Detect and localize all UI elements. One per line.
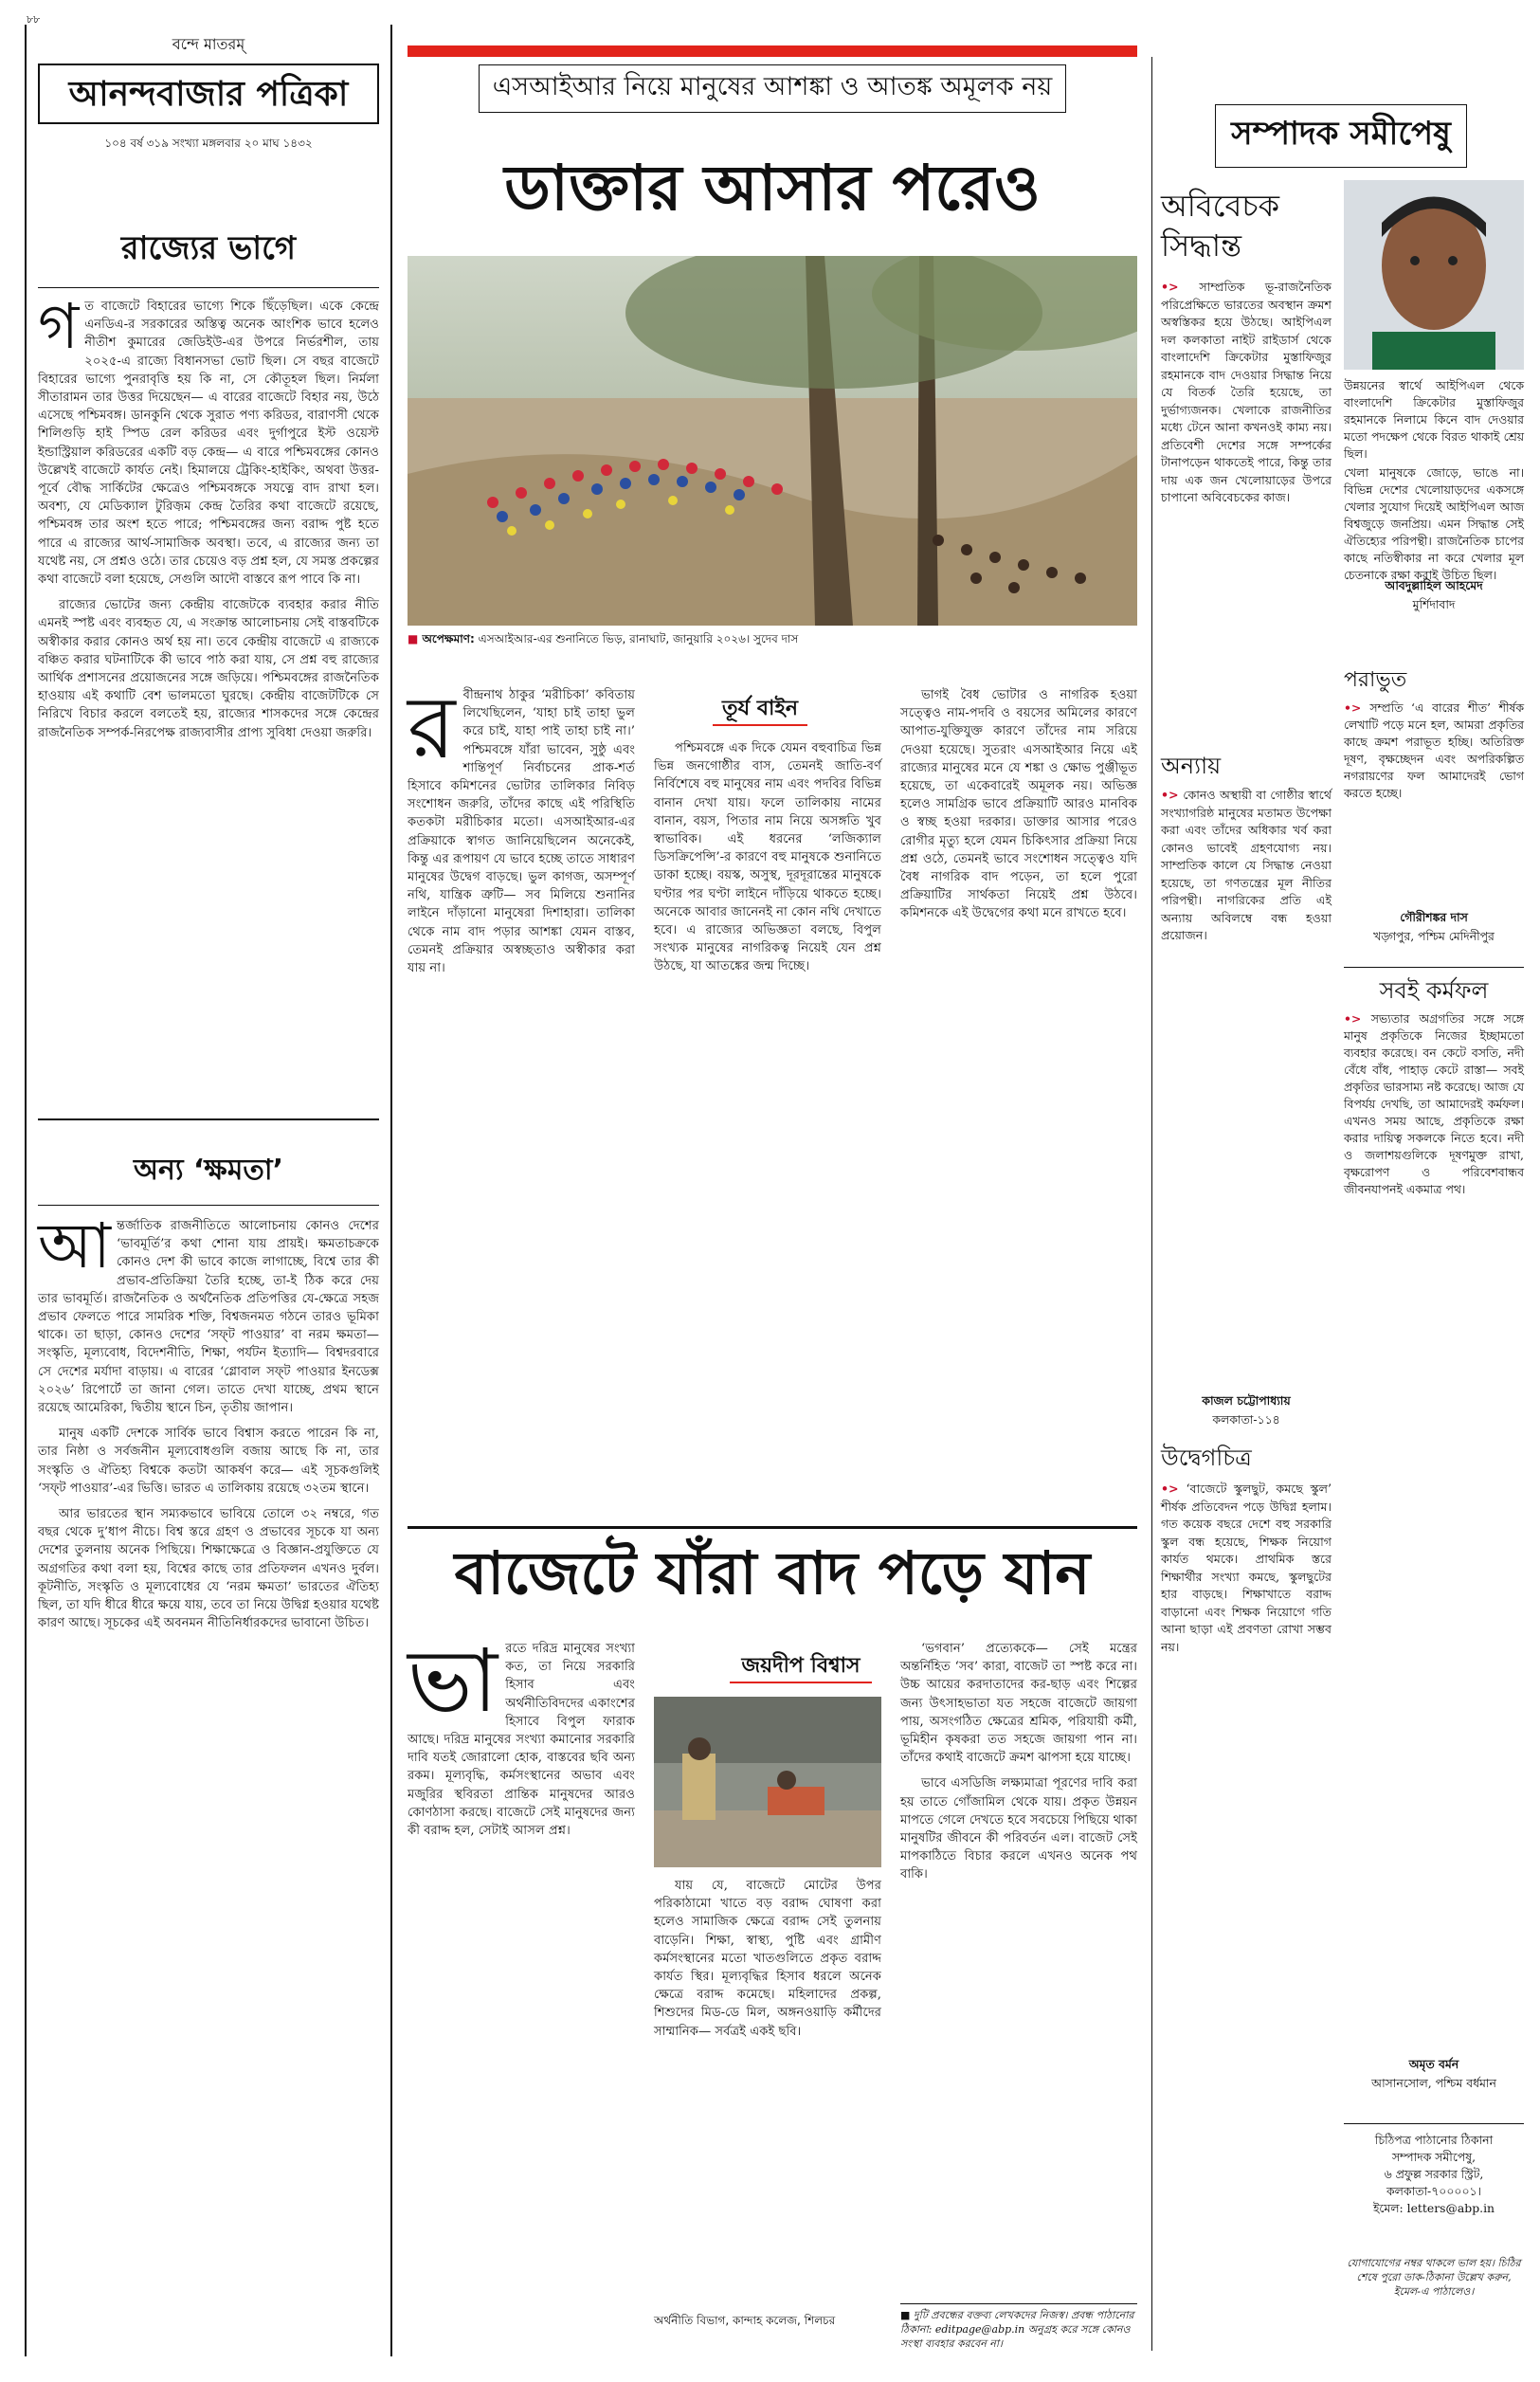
left-column-border [25, 25, 27, 2356]
letter-body: •> সম্প্রতি ‘এ বারের শীত’ শীর্ষক লেখাটি পড়ে মনে হল, আমরা প্রকৃতির কাছে ক্রমশ পরাভূত হচ্ছি। অতিরিক্ত দূষণ, বৃক্ষচ্ছেদন এবং অপরিকল্পিত নগরায়ণের ফল আমাদেরই ভোগ করতে হচ্ছে। [1344, 700, 1524, 800]
lead-column [408, 677, 635, 977]
lead-photo-caption: ■ অপেক্ষমাণ: এসআইআর-এর শুনানিতে ভিড়, রানাঘাট, জানুয়ারি ২০২৬। সুদেব দাস [408, 632, 799, 646]
lead-column [900, 686, 1137, 923]
editorial-divider [38, 1118, 379, 1120]
article2-paragraph: ভারতে দরিদ্র মানুষের সংখ্যা কত, তা নিয়ে সরকারি হিসাব এবং অর্থনীতিবিদদের একাংশের হিসাবে বিপুল ফারাক আছে। দরিদ্র মানুষের সংখ্যা কমানোর সরকারি দাবি যতই জোরালো হোক, বাস্তবের ছবি অন্য রকম। মূল্যবৃদ্ধি, কর্মসংস্থানের অভাব এবং মজুরির স্থবিরতা প্রান্তিক মানুষদের আরও কোণঠাসা করছে। বাজেটে সেই মানুষদের জন্য কী বরাদ্দ হল, সেটাই আসল প্রশ্ন। [408, 1630, 635, 1839]
editorial-paragraph: গত বাজেটে বিহারের ভাগ্যে শিকে ছিঁড়েছিল। একে কেন্দ্রে এনডিএ-র সরকারের অস্তিত্ব অনেক আংশিক ভাবে হলেও নীতীশ কুমারের জেডিইউ-এর উপরে নির্ভরশীল, তায় ২০২৫-এ রাজ্যে বিধানসভা ভোট ছিল। সে বছর বাজেটে বিহারের ভাগ্যে পুনরাবৃত্তি হয় কি না, সে কৌতূহল ছিল। নির্মলা সীতারামন তার উত্তর দিয়েছেন— এ বারের বাজেটে বিহার নয়, উঠে এসেছে পশ্চিমবঙ্গ। ডানকুনি থেকে সুরাত পণ্য করিডর, বারাণসী থেকে শিলিগুড়ি হাই স্পিড রেল করিডর এবং দুর্গাপুরে ইস্ট ওয়েস্ট ইন্ডাস্ট্রিয়াল করিডরের একটি বড় কেন্দ্র— এ বারে পশ্চিমবঙ্গের কোনও উল্লেখই বাজেটে কার্যত নেই। হিমালয়ে ট্রেকিং-হাইকিং, অথবা উত্তর-পূর্বে বৌদ্ধ সার্কিটের ক্ষেত্রেও পশ্চিমবঙ্গকে সযত্নে বাদ রাখা হল। অবশ্য, যে মেডিক্যাল টুরিজ়ম কেন্দ্র তৈরির কথা বাজেটে রয়েছে, পশ্চিমবঙ্গ তার অংশ হতে পারে; পশ্চিমবঙ্গের জন্য বরাদ্দ পুষ্ট হতে পারে এ রাজ্যের আর্থ-সামাজিক অবস্থা। তবে, এ রাজ্যের জন্য তা যথেষ্ট নয়, সে প্রশ্নও ওঠে। তার চেয়েও বড় প্রশ্ন হল, যে সমস্ত প্রকল্পের কথা বাজেটে বলা হয়েছে, সেগুলি আদৌ বাস্তবে রূপ পাবে কি না। [38, 290, 379, 588]
lead-dropcap: র [408, 677, 456, 778]
letter-photo [1344, 180, 1524, 370]
letter-photo-caption: উন্নয়নের স্বার্থে আইপিএল থেকে বাংলাদেশি ক্রিকেটার মুস্তাফিজুর রহমানকে নিলামে কিনে বাদ দেওয়ার মতো পদক্ষেপ থেকে বিরত থাকাই শ্রেয় ছিল। [1344, 378, 1524, 461]
letter-title: অবিবেচক সিদ্ধান্ত [1161, 188, 1280, 264]
masthead-issue-line: ১০৪ বর্ষ ৩১৯ সংখ্যা মঙ্গলবার ২০ মাঘ ১৪৩২ [104, 136, 313, 150]
letters-section-title: সম্পাদক সমীপেষু [1161, 104, 1521, 168]
article-divider [408, 1526, 1137, 1529]
article2-dropcap: ভা [408, 1630, 498, 1732]
letter-body: •> সাম্প্রতিক ভূ-রাজনৈতিক পরিপ্রেক্ষিতে ভারতের অবস্থান ক্রমশ অস্বস্তিকর হয়ে উঠছে। আইপিএল দল কলকাতা নাইট রাইডার্স থেকে বাংলাদেশি ক্রিকেটার মুস্তাফিজুর রহমানকে বাদ দেওয়ার সিদ্ধান্ত নিয়ে যে বিতর্ক তৈরি হয়েছে, তা দুর্ভাগ্যজনক। খেলাকে রাজনীতির মধ্যে টেনে আনা কখনওই কাম্য নয়। প্রতিবেশী দেশের সঙ্গে সম্পর্কের টানাপড়েন থাকতেই পারে, কিন্তু তার দায় এক জন খেলোয়াড়ের উপরে চাপানো অবিবেচকের কাজ। [1161, 280, 1332, 504]
article2-paragraph: যায় যে, বাজেটে মোটের উপর পরিকাঠামো খাতে বড় বরাদ্দ ঘোষণা করা হলেও সামাজিক ক্ষেত্রে বরাদ্দ সেই তুলনায় বাড়েনি। শিক্ষা, স্বাস্থ্য, পুষ্টি এবং গ্রামীণ কর্মসংস্থানের মতো খাতগুলিতে প্রকৃত বরাদ্দ কার্যত স্থির। মূল্যবৃদ্ধির হিসাব ধরলে অনেক ক্ষেত্রে বরাদ্দ কমেছে। মহিলাদের প্রকল্প, শিশুদের মিড-ডে মিল, অঙ্গনওয়াড়ি কর্মীদের সাম্মানিক— সর্বত্রই একই ছবি। [654, 1879, 881, 2039]
letter-signer: আবদুল্লাহিল আহমেদ মুর্শিদাবাদ [1385, 578, 1483, 611]
editorial-paragraph: আন্তর্জাতিক রাজনীতিতে আলোচনায় কোনও দেশের ‘ভাবমূর্তি’র কথা শোনা যায় প্রায়ই। ক্ষমতাচক্রকে কোনও দেশ কী ভাবে কাজে লাগাচ্ছে, বিশ্বে তার কী প্রভাব-প্রতিক্রিয়া তৈরি হচ্ছে, তা-ই ঠিক করে দেয় তার ভাবমূর্তি। রাজনৈতিক ও অর্থনৈতিক প্রতিপত্তির যে-ক্ষেত্রে সহজ প্রভাব ফেলতে পারে সামরিক শক্তি, বিশ্বজনমত গঠনে তারও ভূমিকা থাকে। তা ছাড়া, কোনও দেশের ‘সফ্‌ট পাওয়ার’ বা নরম ক্ষমতা— সংস্কৃতি, মূল্যবোধ, বিদেশনীতি, শিক্ষা, পর্যটন ইত্যাদি— বিশ্বদরবারে সে দেশের মর্যাদা বাড়ায়। এ বারের ‘গ্লোবাল সফ্‌ট পাওয়ার ইনডেক্স ২০২৬’ রিপোর্টে তা জানা গেল। তাতে দেখা যাচ্ছে, প্রথম স্থানে রয়েছে আমেরিকা, দ্বিতীয় স্থানে চিন, তৃতীয় জাপান। [38, 1209, 379, 1416]
children-photo-icon [654, 1697, 881, 1867]
article2-column [408, 1630, 635, 1840]
article2-photo [654, 1697, 881, 1867]
article2-column [900, 1640, 1137, 1884]
lead-kicker: এসআইআর নিয়ে মানুষের আশঙ্কা ও আতঙ্ক অমূলক নয় [408, 64, 1137, 113]
letter-body: খেলা মানুষকে জোড়ে, ভাঙে না। বিভিন্ন দেশের খেলোয়াড়দের একসঙ্গে খেলার সুযোগ দিয়েই আইপিএল আজ বিশ্বজুড়ে জনপ্রিয়। এমন সিদ্ধান্ত সেই ঐতিহ্যের পরিপন্থী। রাজনৈতিক চাপের কাছে নতিস্বীকার না করে খেলার মূল চেতনাকে রক্ষা করাই উচিত ছিল। [1344, 465, 1524, 582]
masthead-motto: বন্দে মাতরম্‌ [172, 35, 245, 53]
letter-title: সবই কর্মফল [1344, 967, 1524, 1011]
letter-signer: কাজল চট্টোপাধ্যায় কলকাতা-১১৪ [1202, 1393, 1291, 1427]
lead-author: তূর্য বাইন [646, 692, 874, 727]
editorial-dropcap: আ [38, 1209, 111, 1282]
crowd-photo-icon [408, 256, 1137, 626]
cricketer-photo-icon [1344, 180, 1524, 370]
editorial-title: রাজ্যের ভাগে [38, 224, 379, 288]
letter-title: পরাভুত [1344, 668, 1407, 692]
editorial-paragraph: আর ভারতের স্থান সম্যকভাবে ভাবিয়ে তোলে ৩২ নম্বরে, গত বছর থেকে দু’ধাপ নীচে। বিশ্ব স্তরে গ্রহণ ও প্রভাবের সূচকে যা অন্য দেশের তুলনায় অনেক পিছিয়ে। শিক্ষাক্ষেত্রে ও বিজ্ঞান-প্রযুক্তিতে যে অগ্রগতির কথা বলা হয়, বিশ্বের কাছে তার প্রতিফলন এখনও দুর্বল। কূটনীতি, সংস্কৃতি ও মূল্যবোধের যে ‘নরম ক্ষমতা’ ভারতের ঐতিহ্য ছিল, তা যদি ধীরে ধীরে ক্ষয়ে যায়, তবে তা নিয়ে উদ্বিগ্ন হওয়ার যথেষ্ট কারণ আছে। সূচকের এই অবনমন নীতিনির্ধারকদের ভাবানো উচিত। [38, 1507, 379, 1631]
article2-disclaimer: ■ দুটি প্রবন্ধের বক্তব্য লেখকদের নিজস্ব। প্রবন্ধ পাঠানোর ঠিকানা: editpage@abp.in অনুগ্রহ করে সঙ্গে কোনও সংস্থা ব্যবহার করবেন না। [900, 2303, 1137, 2351]
letter-title: অন্যায় [1161, 753, 1222, 779]
editorial-paragraph: রাজ্যের ভোটের জন্য কেন্দ্রীয় বাজেটকে ব্যবহার করার নীতি এমনই স্পষ্ট এবং ব্যবহৃত যে, এ সংক্রান্ত আলোচনায় সেই বাস্তবটিকে অস্বীকার করার কোনও অর্থ হয় না। তবে কেন্দ্রীয় বাজেটে এ রাজ্যকে বঞ্চিত করার ঘটনাটিকে কী ভাবে পাঠ করা যায়, সে প্রশ্ন বহু রাজ্যের আর্থিক প্রশাসনের প্রয়োজনের সঙ্গে জড়িয়ে। পশ্চিমবঙ্গের রাজনৈতিক হাওয়ায় এই কথাটি বেশ ভালমতো ঘুরছে। কেন্দ্রীয় বাজেটটিকে সে নিরিখে বিচার করলে বলতেই হয়, রাজ্যের শাসকদের সঙ্গে কেন্দ্রের রাজনৈতিক সম্পর্ক-নিরপেক্ষ রাজ্যবাসীর প্রাপ্য সুবিধা দেওয়া জরুরি। [38, 598, 379, 740]
editorial-onno-khomota [38, 1147, 379, 1632]
lead-paragraph: রবীন্দ্রনাথ ঠাকুর ‘মরীচিকা’ কবিতায় লিখেছিলেন, ‘যাহা চাই তাহা ভুল করে চাই, যাহা পাই তাহা চাই না।’ পশ্চিমবঙ্গে যাঁরা ভাবেন, সুষ্ঠু এবং শান্তিপূর্ণ নির্বাচনের প্রাক-শর্ত হিসাবে কমিশনের ভোটার তালিকার নিবিড় সংশোধন জরুরি, তাঁদের কাছে এই পরিস্থিতি কতকটা মরীচিকার মতো। এসআইআর-এর প্রক্রিয়াকে স্বাগত জানিয়েছিলেন অনেকেই, কিন্তু এর রূপায়ণ যে ভাবে হচ্ছে তাতে সাধারণ মানুষের উদ্বেগ বাড়ছে। ভুল কাগজ, অসম্পূর্ণ নথি, যান্ত্রিক ত্রুটি— সব মিলিয়ে শুনানির লাইনে দাঁড়ানো মানুষেরা দিশাহারা। তালিকা থেকে নাম বাদ পড়ার আশঙ্কা যেমন বাস্তব, তেমনই প্রক্রিয়ার অস্বচ্ছতাও অস্বীকার করা যায় না। [408, 677, 635, 976]
page-number: ৮৮ [27, 13, 41, 26]
masthead-name[interactable]: আনন্দবাজার পত্রিকা [38, 64, 379, 124]
left-column-border-right [390, 25, 392, 2356]
right-column-border [1151, 57, 1152, 2351]
lead-photo [408, 256, 1137, 626]
lead-column [654, 739, 881, 976]
article2-affiliation: অর্থনীতি বিভাগ, কান্দাহ কলেজ, শিলচর [654, 2314, 836, 2327]
masthead [38, 32, 379, 155]
editorial-rajyer-bhage [38, 224, 379, 742]
accent-bar [408, 45, 1137, 57]
letters-note: যোগাযোগের নম্বর থাকলে ভাল হয়। চিঠির শেষে পুরো ডাক-ঠিকানা উল্লেখ করুন, ইমেল-এ পাঠালেও। [1347, 2257, 1521, 2298]
letter-signer: অমৃত বর্মন আসানসোল, পশ্চিম বর্ধমান [1371, 2057, 1496, 2090]
editorial-title: অন্য ‘ক্ষমতা’ [38, 1147, 379, 1206]
article2-column [654, 1877, 881, 2041]
lead-paragraph: ভাগই বৈধ ভোটার ও নাগরিক হওয়া সত্ত্বেও নাম-পদবি ও বয়সের অমিলের কারণে আপাত-যুক্তিযুক্ত কারণে তাঁদের নাম সরিয়ে দেওয়া হয়েছে। সুতরাং এসআইআর নিয়ে এই রাজ্যের মানুষের মনে যে শঙ্কা ও ক্ষোভ পুঞ্জীভূত হয়েছে, তা একেবারেই অমূলক নয়। অভিজ্ঞ হলেও সামগ্রিক ভাবে প্রক্রিয়াটি আরও মানবিক ও স্বচ্ছ হওয়া দরকার। ডাক্তার আসার পরেও রোগীর মৃত্যু হলে যেমন চিকিৎসার প্রক্রিয়া নিয়ে প্রশ্ন ওঠে, তেমনই ভাবে সংশোধন সত্ত্বেও যদি বৈধ নাগরিক বাদ পড়েন, তা হলে পুরো প্রক্রিয়াটির সার্থকতা নিয়েই প্রশ্ন উঠবে। কমিশনকে এই উদ্বেগের কথা মনে রাখতে হবে। [900, 688, 1137, 921]
letter-body: •> সভ্যতার অগ্রগতির সঙ্গে সঙ্গে মানুষ প্রকৃতিকে নিজের ইচ্ছামতো ব্যবহার করেছে। বন কেটে বসতি, নদী বেঁধে বাঁধ, পাহাড় কেটে রাস্তা— সবই প্রকৃতির ভারসাম্য নষ্ট করেছে। আজ যে বিপর্যয় দেখছি, তা আমাদেরই কর্মফল। এখনও সময় আছে, প্রকৃতিকে রক্ষা করার দায়িত্ব সকলকে নিতে হবে। নদী ও জলাশয়গুলিকে দূষণমুক্ত রাখা, বৃক্ষরোপণ ও পরিবেশবান্ধব জীবনযাপনই একমাত্র পথ। [1344, 1011, 1524, 1196]
letters-address: চিঠিপত্র পাঠানোর ঠিকানা সম্পাদক সমীপেষু, ৬ প্রফুল্ল সরকার স্ট্রিট, কলকাতা-৭০০০০১। ইমেল: letters@abp.in [1344, 2123, 1524, 2217]
article2-paragraph: ভাবে এসডিজি লক্ষ্যমাত্রা পূরণের দাবি করা হয় তাতে গোঁজামিল থেকে যায়। প্রকৃত উন্নয়ন মাপতে গেলে দেখতে হবে সবচেয়ে পিছিয়ে থাকা মানুষটির জীবনে কী পরিবর্তন এল। বাজেট সেই মাপকাঠিতে বিচার করলে এখনও অনেক পথ বাকি। [900, 1776, 1137, 1882]
lead-headline: ডাক্তার আসার পরেও [504, 152, 1041, 225]
letter-body: •> ‘বাজেটে স্কুলছুট, কমছে স্কুল’ শীর্ষক প্রতিবেদন পড়ে উদ্বিগ্ন হলাম। গত কয়েক বছরে দেশে বহু সরকারি স্কুল বন্ধ হয়েছে, শিক্ষক নিয়োগ কার্যত থমকে। প্রাথমিক স্তরে শিক্ষার্থীর সংখ্যা কমছে, স্কুলছুটের হার বাড়ছে। শিক্ষাখাতে বরাদ্দ বাড়ানো এবং শিক্ষক নিয়োগে গতি আনা ছাড়া এই প্রবণতা রোখা সম্ভব নয়। [1161, 1482, 1332, 1654]
letter-body: •> কোনও অস্থায়ী বা গোষ্ঠীর স্বার্থে সংখ্যাগরিষ্ঠ মানুষের মতামত উপেক্ষা করা এবং তাঁদের অধিকার খর্ব করা কোনও ভাবেই গ্রহণযোগ্য নয়। সাম্প্রতিক কালে যে সিদ্ধান্ত নেওয়া হয়েছে, তা গণতন্ত্রের মূল নীতির পরিপন্থী। নাগরিকের প্রতি এই অন্যায় অবিলম্বে বন্ধ হওয়া প্রয়োজন। [1161, 788, 1332, 942]
article2-headline: বাজেটে যাঁরা বাদ পড়ে যান [454, 1538, 1091, 1608]
letter-signer: গৌরীশঙ্কর দাস খড়্গপুর, পশ্চিম মেদিনীপুর [1373, 910, 1495, 943]
lead-paragraph: পশ্চিমবঙ্গে এক দিকে যেমন বহুবাচিত্র ভিন্ন ভিন্ন জনগোষ্ঠীর বাস, তেমনই জাতি-বর্ণ নির্বিশেষে বহু মানুষের নাম এবং পদবির বিভিন্ন বানান দেখা যায়। ফলে তালিকায় নামের বানান, বয়স, পিতার নাম নিয়ে অসঙ্গতি খুব স্বাভাবিক। এই ধরনের ‘লজিক্যাল ডিসক্রিপেন্সি’-র কারণে বহু মানুষকে শুনানিতে ডাকা হচ্ছে। বয়স্ক, অসুস্থ, দূরদূরান্তের মানুষকে ঘণ্টার পর ঘণ্টা লাইনে দাঁড়িয়ে থাকতে হচ্ছে। অনেকে আবার জানেনই না কোন নথি দেখাতে হবে। এ রাজ্যের অভিজ্ঞতা বলছে, বিপুল সংখ্যক মানুষের নাগরিকত্ব নিয়েই যেন প্রশ্ন উঠছে, যা আতঙ্কের জন্ম দিচ্ছে। [654, 741, 881, 974]
article2-paragraph: ‘ভগবান’ প্রত্যেককে— সেই মন্ত্রের অন্তর্নিহিত ‘সব’ কারা, বাজেট তা স্পষ্ট করে না। উচ্চ আয়ের করদাতাদের কর-ছাড় এবং শিল্পের জন্য উৎসাহভাতা যত সহজে বাজেটে জায়গা পায়, অসংগঠিত ক্ষেত্রের শ্রমিক, পরিযায়ী কর্মী, ভূমিহীন কৃষকরা তত সহজে জায়গা পান না। তাঁদের কথাই বাজেটে ক্রমশ ঝাপসা হয়ে যাচ্ছে। [900, 1642, 1137, 1766]
letter-title: উদ্বেগচিত্র [1161, 1445, 1252, 1471]
editorial-dropcap: গ [38, 290, 80, 363]
editorial-paragraph: মানুষ একটি দেশকে সার্বিক ভাবে বিশ্বাস করতে পারেন কি না, তার নিষ্ঠা ও সর্বজনীন মূল্যবোধগুলি বজায় আছে কি না, তার সংস্কৃতি ও ঐতিহ্য বিশ্বকে কতটা আকর্ষণ করে— এই সূচকগুলিই ‘সফ্‌ট পাওয়ার’-এর ভিত্তি। ভারত এ তালিকায় রয়েছে ৩২তম স্থানে। [38, 1427, 379, 1496]
